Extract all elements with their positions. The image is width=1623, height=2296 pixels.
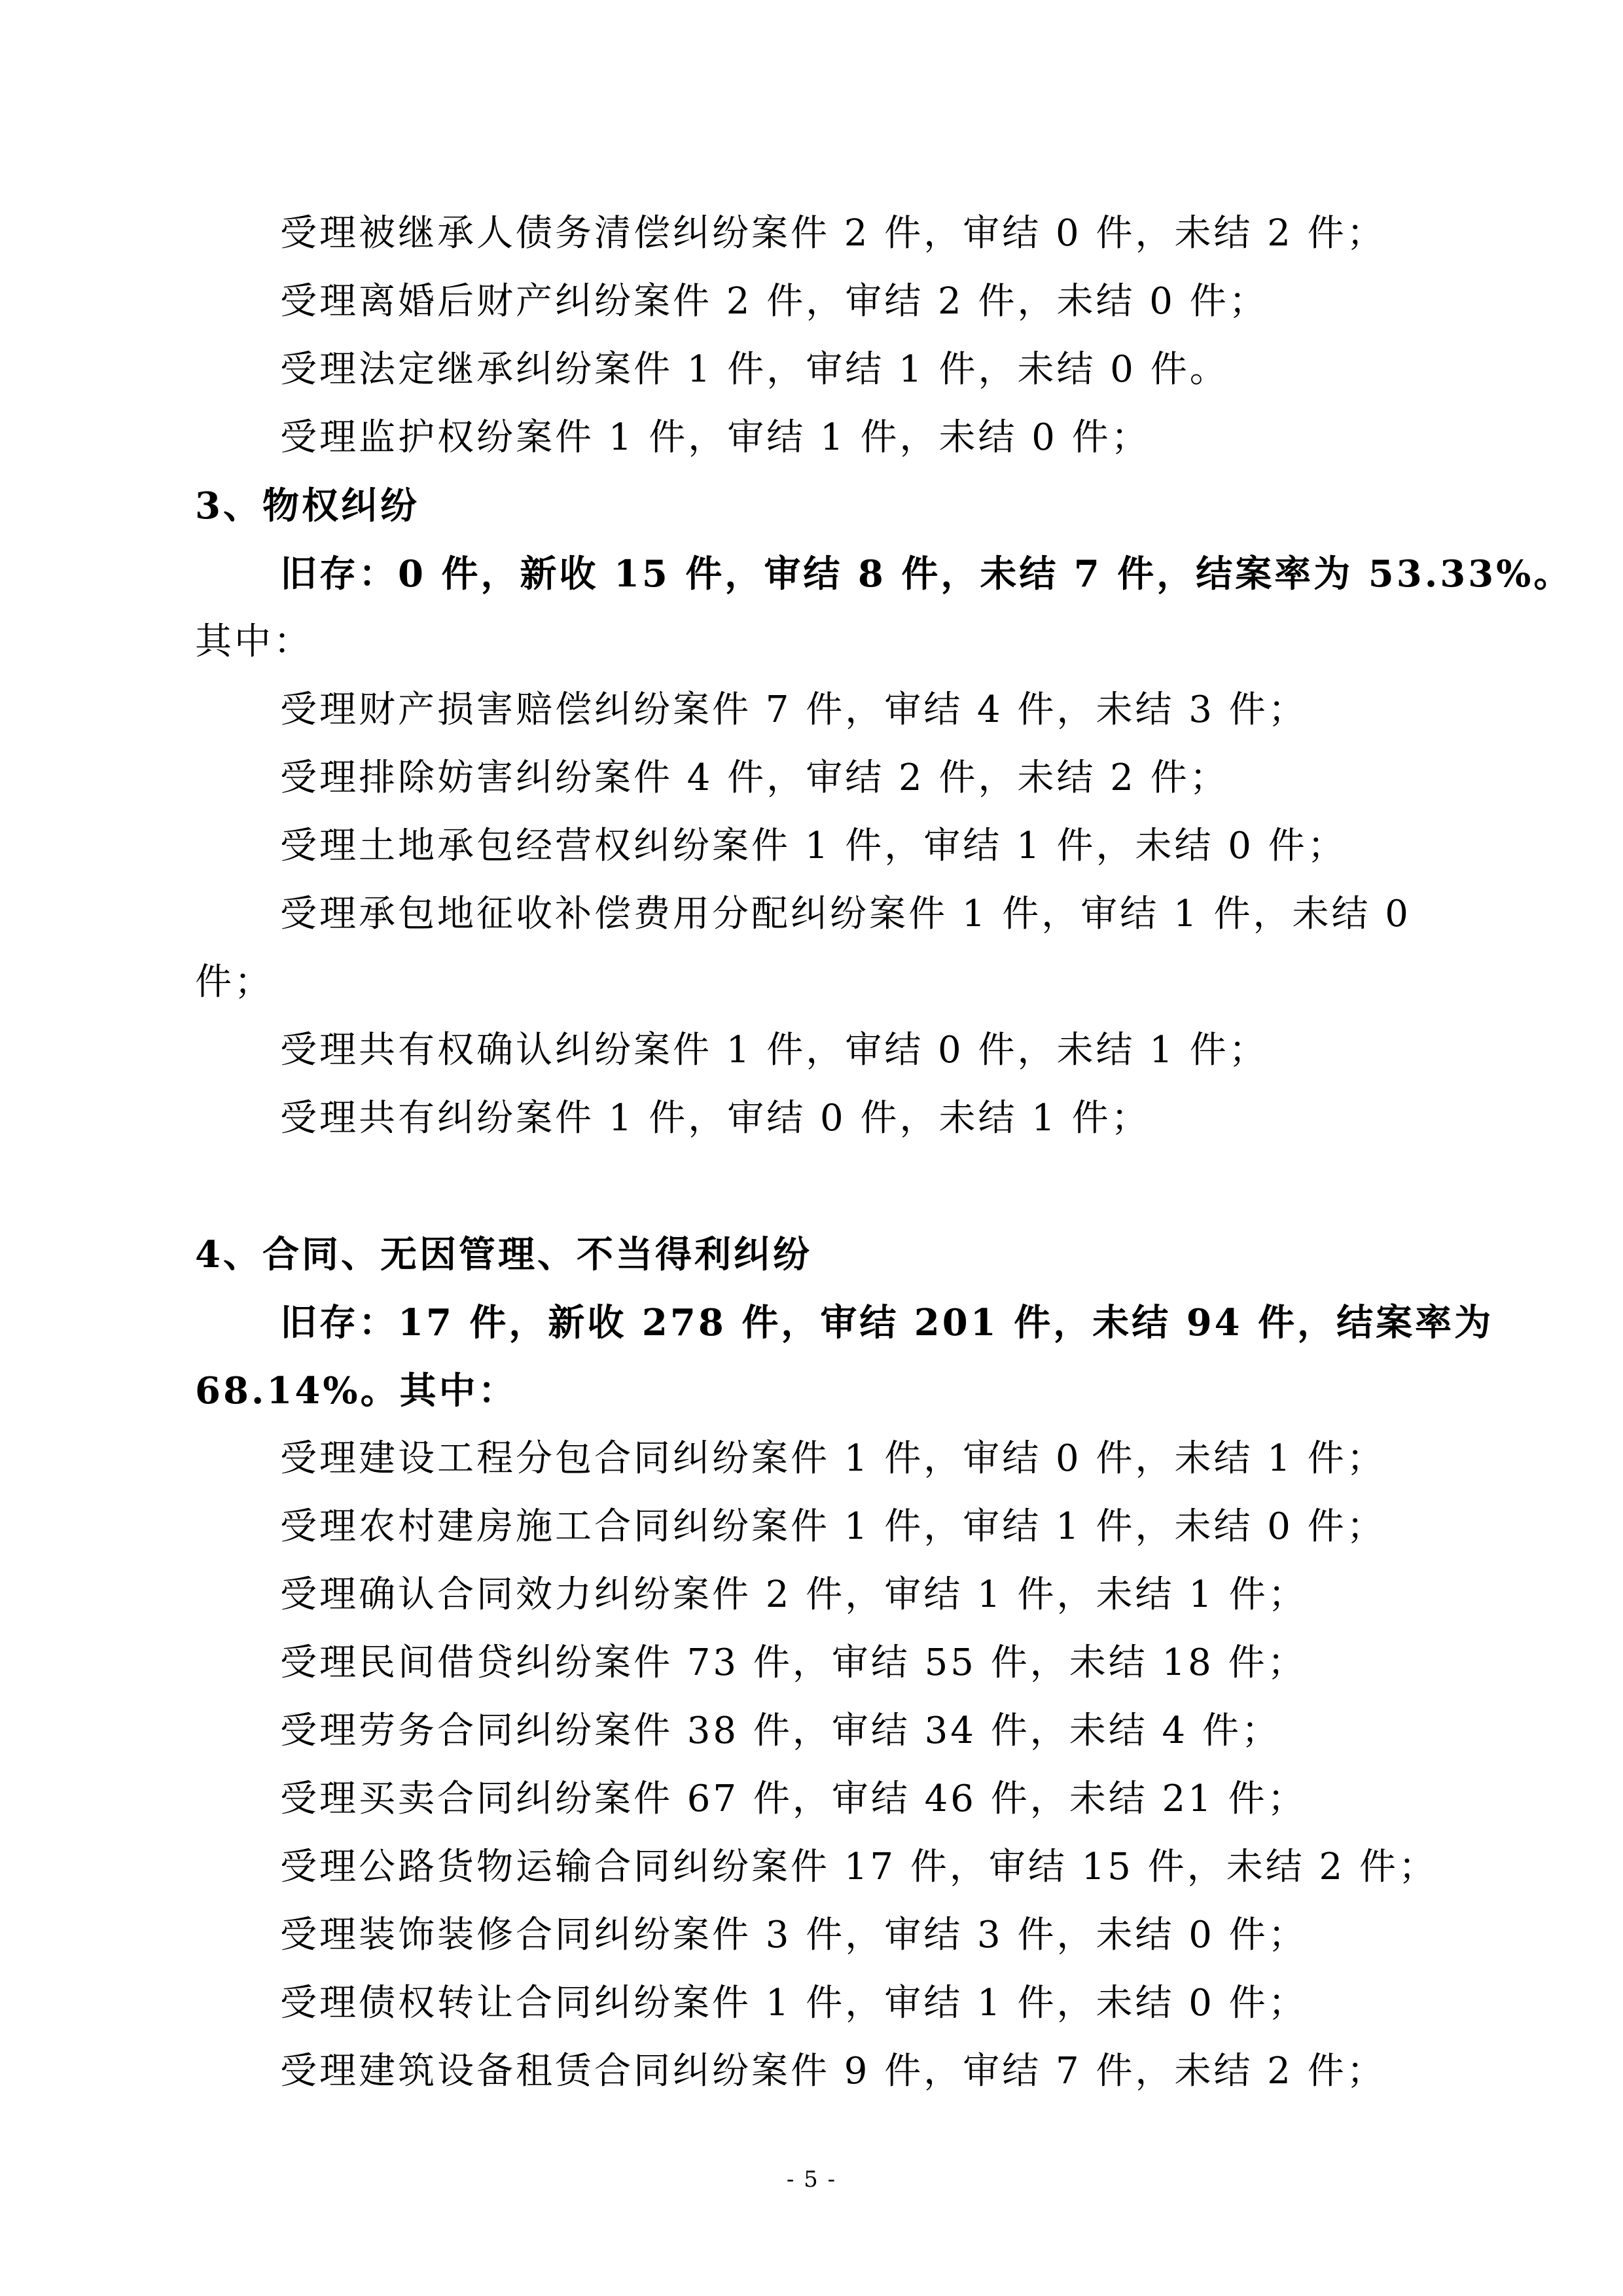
case-line-continuation: 件；: [195, 961, 274, 1003]
section-heading-3: 3、物权纠纷: [195, 484, 419, 528]
case-line: 受理共有纠纷案件 1 件，审结 0 件，未结 1 件；: [280, 1097, 1150, 1139]
section-3-summary: 旧存：0 件，新收 15 件，审结 8 件，未结 7 件，结案率为 53.33%。: [280, 552, 1573, 596]
case-line: 受理农村建房施工合同纠纷案件 1 件，审结 1 件，未结 0 件；: [280, 1505, 1386, 1548]
case-line: 受理建设工程分包合同纠纷案件 1 件，审结 0 件，未结 1 件；: [280, 1437, 1386, 1480]
case-line: 受理财产损害赔偿纠纷案件 7 件，审结 4 件，未结 3 件；: [280, 689, 1308, 731]
section-heading-4: 4、合同、无因管理、不当得利纠纷: [195, 1233, 812, 1276]
page-number: - 5 -: [786, 2166, 837, 2193]
case-line: 受理土地承包经营权纠纷案件 1 件，审结 1 件，未结 0 件；: [280, 825, 1347, 867]
case-line: 受理劳务合同纠纷案件 38 件，审结 34 件，未结 4 件；: [280, 1710, 1281, 1752]
case-line: 受理民间借贷纠纷案件 73 件，审结 55 件，未结 18 件；: [280, 1641, 1307, 1684]
section-4-summary: 旧存：17 件，新收 278 件，审结 201 件，未结 94 件，结案率为: [280, 1301, 1494, 1344]
section-3-qizhong: 其中：: [195, 620, 313, 663]
case-line: 受理离婚后财产纠纷案件 2 件，审结 2 件，未结 0 件；: [280, 280, 1268, 323]
case-line: 受理被继承人债务清偿纠纷案件 2 件，审结 0 件，未结 2 件；: [280, 212, 1386, 255]
case-line: 受理法定继承纠纷案件 1 件，审结 1 件，未结 0 件。: [280, 348, 1229, 391]
case-line: 受理装饰装修合同纠纷案件 3 件，审结 3 件，未结 0 件；: [280, 1914, 1308, 1956]
case-line: 受理确认合同效力纠纷案件 2 件，审结 1 件，未结 1 件；: [280, 1573, 1308, 1616]
case-line: 受理承包地征收补偿费用分配纠纷案件 1 件，审结 1 件，未结 0: [280, 893, 1411, 935]
case-line: 受理排除妨害纠纷案件 4 件，审结 2 件，未结 2 件；: [280, 757, 1229, 799]
case-line: 受理公路货物运输合同纠纷案件 17 件，审结 15 件，未结 2 件；: [280, 1846, 1438, 1888]
document-body: [195, 200, 1573, 2106]
case-line: 受理买卖合同纠纷案件 67 件，审结 46 件，未结 21 件；: [280, 1778, 1307, 1820]
case-line: 受理债权转让合同纠纷案件 1 件，审结 1 件，未结 0 件；: [280, 1982, 1308, 2024]
case-line: 受理建筑设备租赁合同纠纷案件 9 件，审结 7 件，未结 2 件；: [280, 2050, 1386, 2092]
paragraph-gap: [195, 1153, 1438, 1221]
case-line: 受理监护权纷案件 1 件，审结 1 件，未结 0 件；: [280, 416, 1150, 459]
case-line: 受理共有权确认纠纷案件 1 件，审结 0 件，未结 1 件；: [280, 1029, 1268, 1071]
section-4-summary-continuation: 68.14%。其中：: [195, 1369, 518, 1412]
